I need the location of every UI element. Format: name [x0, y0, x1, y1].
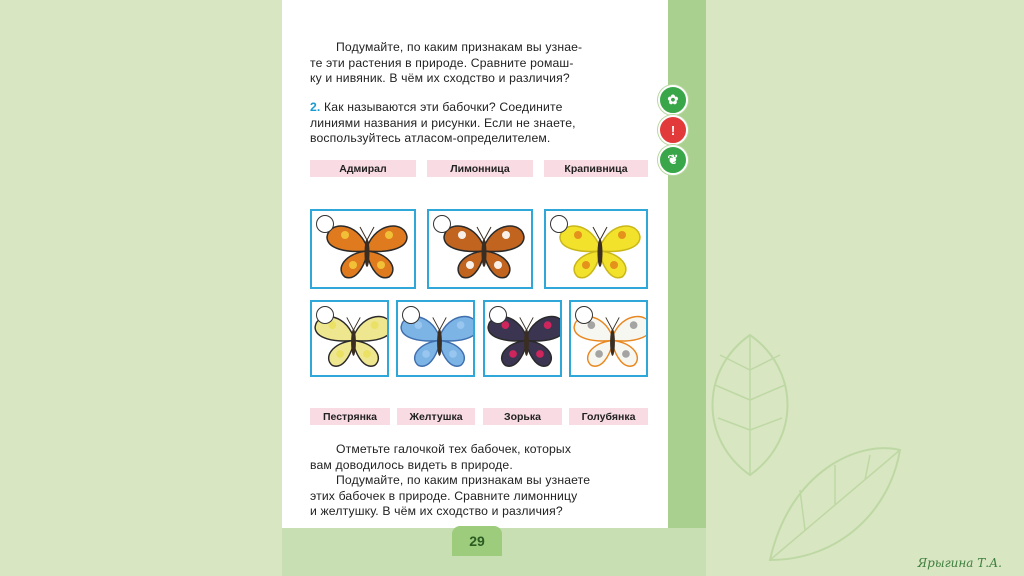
butterfly-card[interactable]: [310, 300, 389, 377]
intro-line: Подумайте, по каким признакам вы узнае-: [336, 40, 583, 54]
name-label-tortoiseshell: Крапивница: [544, 160, 648, 177]
leaf-icon: ❦: [658, 145, 688, 175]
intro-line: те эти растения в природе. Сравните ромаш-: [310, 55, 574, 70]
name-label-orange-tip: Зорька: [483, 408, 562, 425]
task-line: линиями названия и рисунки. Если не знаете,: [310, 115, 576, 130]
check-circle[interactable]: [550, 215, 568, 233]
butterfly-card[interactable]: [310, 209, 416, 289]
intro-paragraph: [310, 40, 650, 87]
intro-line: ку и нивяник. В чём их сходство и различия?: [310, 71, 570, 85]
closing-line: этих бабочек в природе. Сравните лимонницу: [310, 488, 578, 503]
butterfly-card[interactable]: [569, 300, 648, 377]
name-label-common-blue: Голубянка: [569, 408, 648, 425]
check-circle[interactable]: [316, 306, 334, 324]
task-2-paragraph: [310, 100, 650, 147]
closing-line: и желтушку. В чём их сходство и различия?: [310, 504, 563, 518]
name-label-burnet: Пестрянка: [310, 408, 390, 425]
closing-line: Отметьте галочкой тех бабочек, которых: [336, 442, 572, 456]
closing-line: вам доводилось видеть в природе.: [310, 457, 513, 472]
task-number: 2.: [310, 100, 321, 114]
name-label-clouded-yellow: Желтушка: [397, 408, 475, 425]
butterfly-card[interactable]: [483, 300, 562, 377]
name-label-brimstone: Лимонница: [427, 160, 533, 177]
exclamation-icon: !: [658, 115, 688, 145]
check-circle[interactable]: [402, 306, 420, 324]
leaf-decoration: [760, 430, 910, 570]
check-circle[interactable]: [433, 215, 451, 233]
closing-line: Подумайте, по каким признакам вы узнаете: [336, 473, 591, 487]
check-circle[interactable]: [316, 215, 334, 233]
butterfly-card[interactable]: [427, 209, 533, 289]
check-circle[interactable]: [575, 306, 593, 324]
butterfly-card[interactable]: [396, 300, 475, 377]
task-line: воспользуйтесь атласом-определителем.: [310, 131, 551, 145]
task-line: Как называются эти бабочки? Соедините: [324, 100, 563, 114]
butterfly-card[interactable]: [544, 209, 648, 289]
author-signature: Ярыгина Т.А.: [917, 556, 1002, 570]
closing-paragraph: [310, 442, 650, 520]
flower-icon: ✿: [658, 85, 688, 115]
page-number: 29: [452, 526, 502, 556]
check-circle[interactable]: [489, 306, 507, 324]
name-label-admiral: Адмирал: [310, 160, 416, 177]
